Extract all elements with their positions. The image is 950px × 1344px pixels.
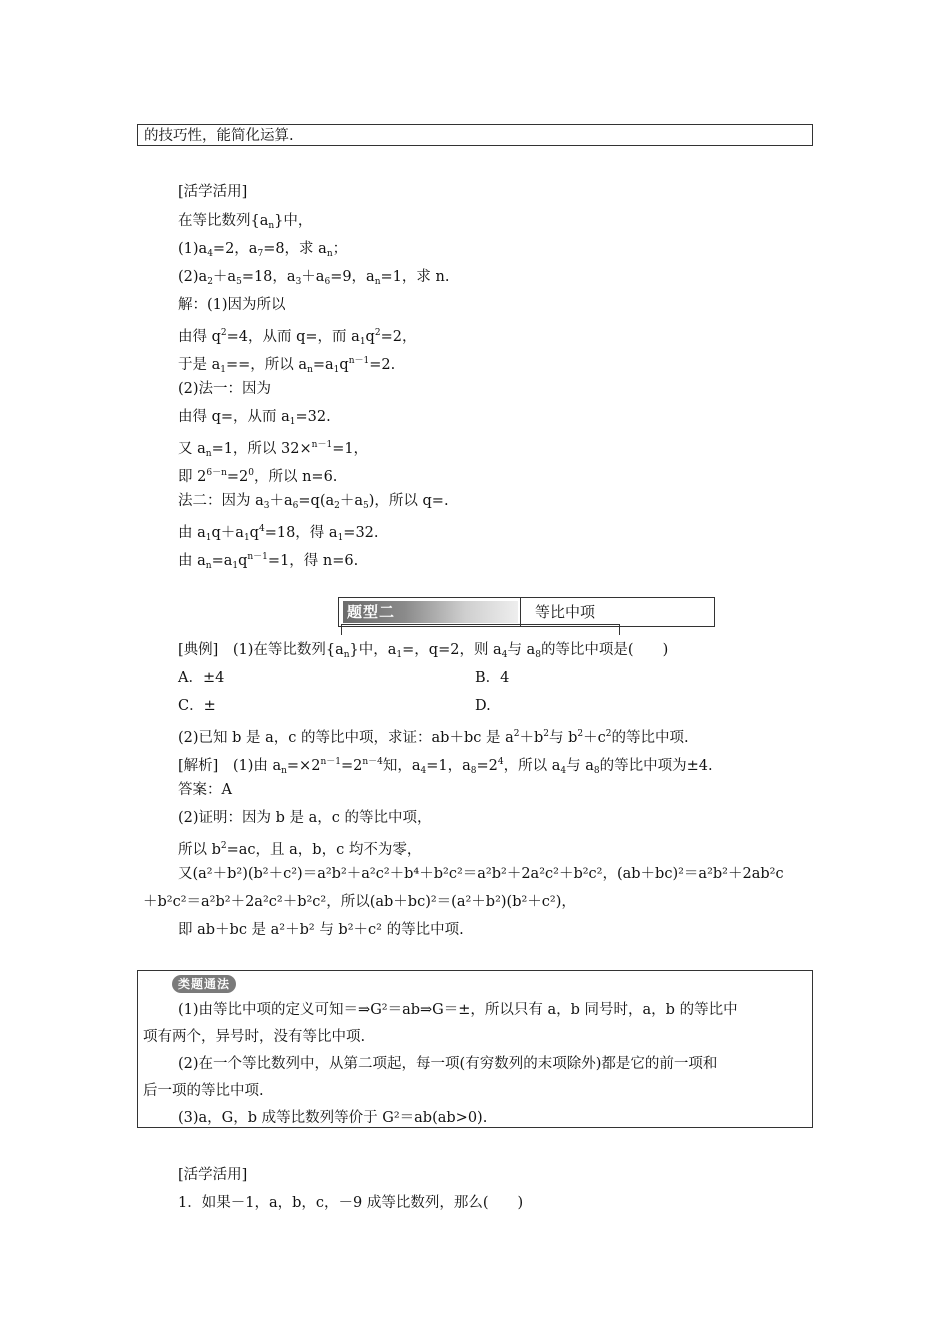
method-line: (2)在一个等比数列中，从第二项起，每一项(有穷数列的末项除外)都是它的前一项和	[178, 1056, 718, 1072]
option-b: B．4	[475, 670, 510, 686]
method-line: (3)a，G，b 成等比数列等价于 G²＝ab(ab>0).	[178, 1110, 488, 1126]
option-a: A．±4	[178, 670, 225, 686]
method-line: (1)由等比中项的定义可知＝⇒G²＝ab⇒G＝±，所以只有 a，b 同号时，a，b 的等比中	[178, 1002, 738, 1018]
method-badge: 类题通法	[172, 975, 236, 993]
solution-line: 又 $a_n=1$，所以 32×$^{n-1}$=1，	[178, 440, 369, 459]
method-line: 项有两个，异号时，没有等比中项.	[143, 1029, 366, 1045]
continuation-text: 的技巧性，能简化运算.	[144, 128, 294, 144]
question-1: $(1)a_4=2$，$a_7=8$，求 $a_n$；	[178, 241, 348, 259]
example-question-1: [典例] (1)在等比数列$\{a_n\}$中，$a_1=$，q=2，则 $a_4$与 $a_8$的等比中项是( )	[178, 642, 669, 660]
solution-line: (2)法一：因为	[178, 381, 272, 397]
solution-line: 由得 $q^2=4$，从而 q=，而 $a_1q^2=2$，	[178, 328, 417, 347]
practice-heading: [活学活用]	[178, 184, 248, 200]
solution-line: 即 $2^{6-n}=2^0$，所以 n=6.	[178, 468, 338, 485]
solution-line: 解：(1)因为所以	[178, 297, 286, 313]
method-line: 后一项的等比中项.	[143, 1083, 264, 1099]
solution-line: 由 $a_1q+a_1q^4=18$，得 $a_1=32$.	[178, 524, 379, 543]
analysis-line: [解析] (1)由 $a_n=\times 2^{n-1}=2^{n-4}$知，$a_4=1$，$a_8=2^4$，所以 $a_4$与 $a_8$的等比中项为±4.	[178, 757, 713, 776]
option-c: C．±	[178, 698, 216, 714]
practice-heading-2: [活学活用]	[178, 1167, 248, 1183]
banner-underline	[341, 624, 620, 635]
solution-line: 由 $a_n=a_1q^{n-1}=1$，得 n=6.	[178, 552, 359, 571]
question-2: $(2)a_2+a_5=18$，$a_3+a_6=9$，$a_n=1$，求 n.	[178, 269, 450, 287]
method-box	[137, 970, 813, 1128]
answer-line: 答案：A	[178, 782, 232, 798]
example-question-2: (2)已知 b 是 a，c 的等比中项，求证：ab＋bc 是 $a^2+b^2$与 $b^2+c^2$的等比中项.	[178, 729, 689, 746]
proof-line: (2)证明：因为 b 是 a，c 的等比中项，	[178, 810, 432, 826]
section-banner	[338, 597, 715, 627]
proof-line: 即 ab＋bc 是 a²＋b² 与 b²＋c² 的等比中项.	[178, 922, 464, 938]
solution-line: 于是 $a_1==$，所以 $a_n=a_1q^{n-1}=2$.	[178, 356, 396, 375]
solution-line: 法二：因为 $a_3+a_6=q(a_2+a_5)$，所以 q=.	[178, 493, 449, 511]
proof-line: ＋b²c²＝a²b²＋2a²c²＋b²c²，所以(ab＋bc)²＝(a²＋b²)(b²＋c²)，	[143, 894, 576, 910]
proof-line: 所以 $b^2=ac$，且 a，b，c 均不为零，	[178, 841, 422, 858]
banner-divider	[520, 598, 521, 626]
section-title: 等比中项	[535, 603, 596, 621]
solution-line: 由得 q=，从而 $a_1=32$.	[178, 409, 331, 427]
practice-stem: 在等比数列$\{a_n\}$中，	[178, 213, 313, 231]
section-tag: 题型二	[343, 601, 518, 623]
practice-question-1: 1．如果－1，a，b，c，－9 成等比数列，那么( )	[178, 1195, 524, 1211]
option-d: D.	[475, 698, 491, 714]
proof-line: 又(a²＋b²)(b²＋c²)＝a²b²＋a²c²＋b⁴＋b²c²＝a²b²＋2a²c²＋b²c²，(ab＋bc)²＝a²b²＋2ab²c	[178, 866, 784, 882]
